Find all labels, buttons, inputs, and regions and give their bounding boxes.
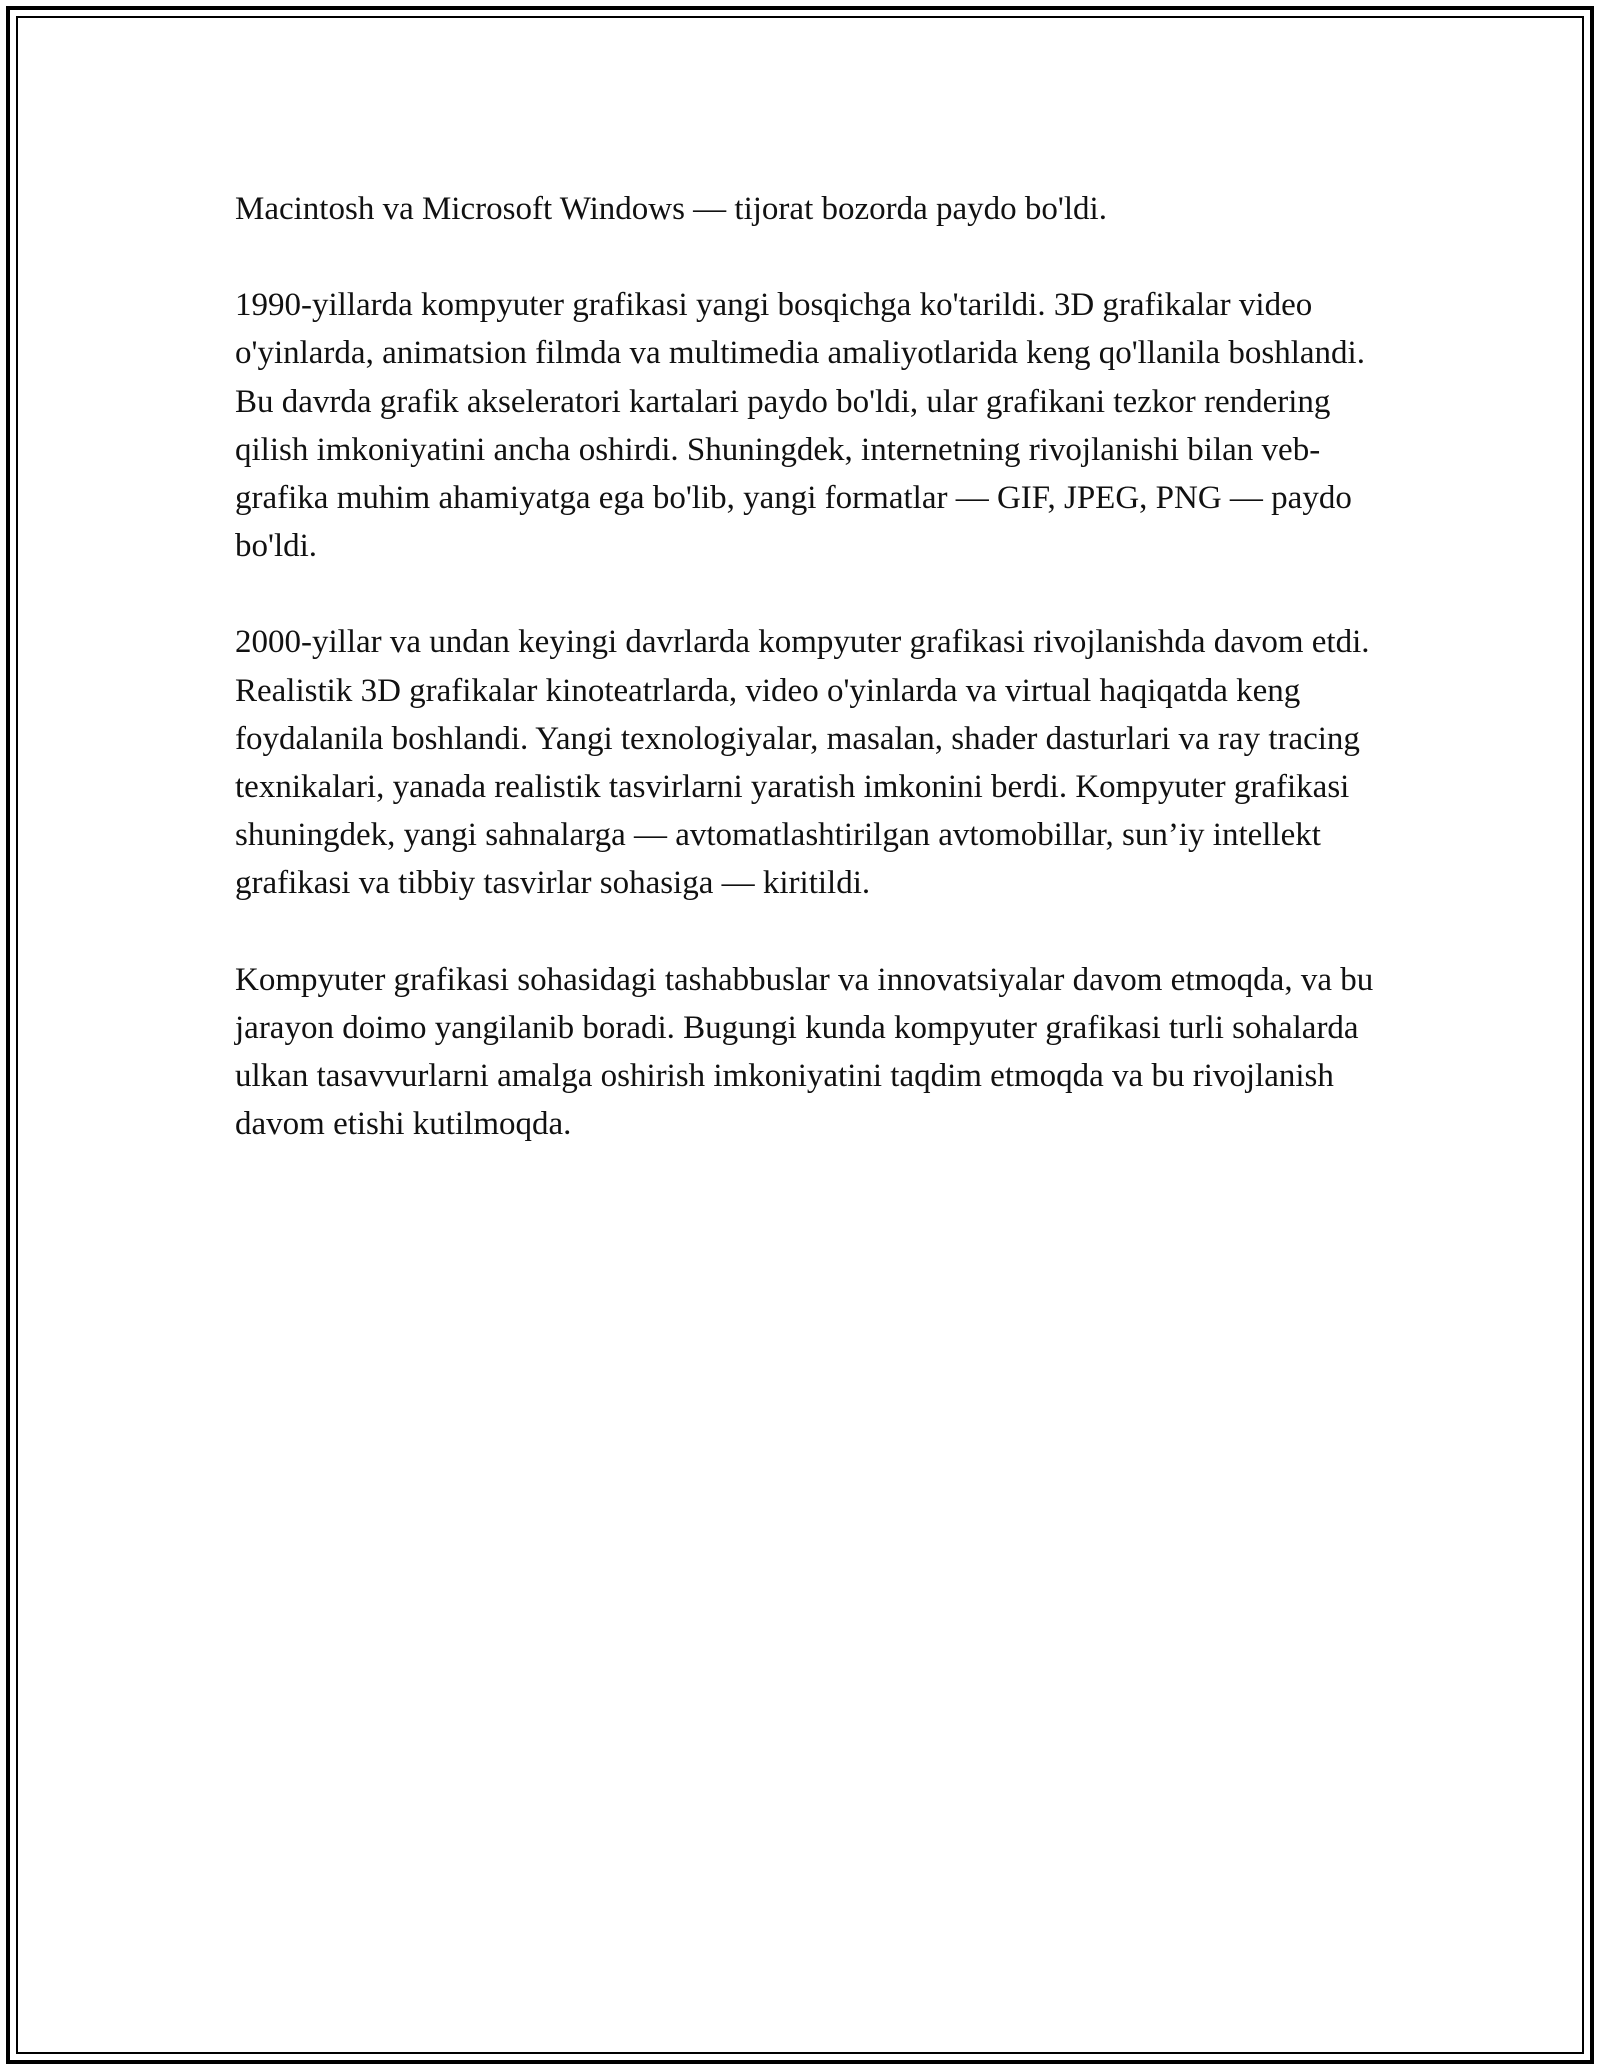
paragraph-4: Kompyuter grafikasi sohasidagi tashabbuslar va innovatsiyalar davom etmoqda, va bu jarayon doimo yangilanib boradi. Bugungi kunda kompyuter grafikasi turli sohalarda ulkan tasavvurlarni amalga oshirish imkoniyatini taqdim etmoqda va bu rivojlanish davom etishi kutilmoqda. — [235, 961, 1374, 1143]
paragraph-2: 1990-yillarda kompyuter grafikasi yangi bosqichga ko'tarildi. 3D grafikalar video o'yinlarda, animatsion filmda va multimedia amaliyotlarida keng qo'llanila boshlandi. Bu davrda grafik akseleratori kartalari paydo bo'ldi, ular grafikani tezkor rendering qilish imkoniyatini ancha oshirdi. Shuningdek, internetning rivojlanishi bilan veb-grafika muhim ahamiyatga ega bo'lib, yangi formatlar — GIF, JPEG, PNG — paydo bo'ldi. — [235, 287, 1365, 565]
paragraph-3: 2000-yillar va undan keyingi davrlarda kompyuter grafikasi rivojlanishda davom etdi. Realistik 3D grafikalar kinoteatrlarda, video o'yinlarda va virtual haqiqatda keng foydalanila boshlandi. Yangi texnologiyalar, masalan, shader dasturlari va ray tracing texnikalari, yanada realistik tasvirlarni yaratish imkonini berdi. Kompyuter grafikasi shuningdek, yangi sahnalarga — avtomatlashtirilgan avtomobillar, sun’iy intellekt grafikasi va tibbiy tasvirlar sohasiga — kiritildi. — [235, 624, 1370, 902]
document-body — [235, 185, 1375, 1196]
paragraph-1: Macintosh va Microsoft Windows — tijorat bozorda paydo bo'ldi. — [235, 191, 1107, 227]
